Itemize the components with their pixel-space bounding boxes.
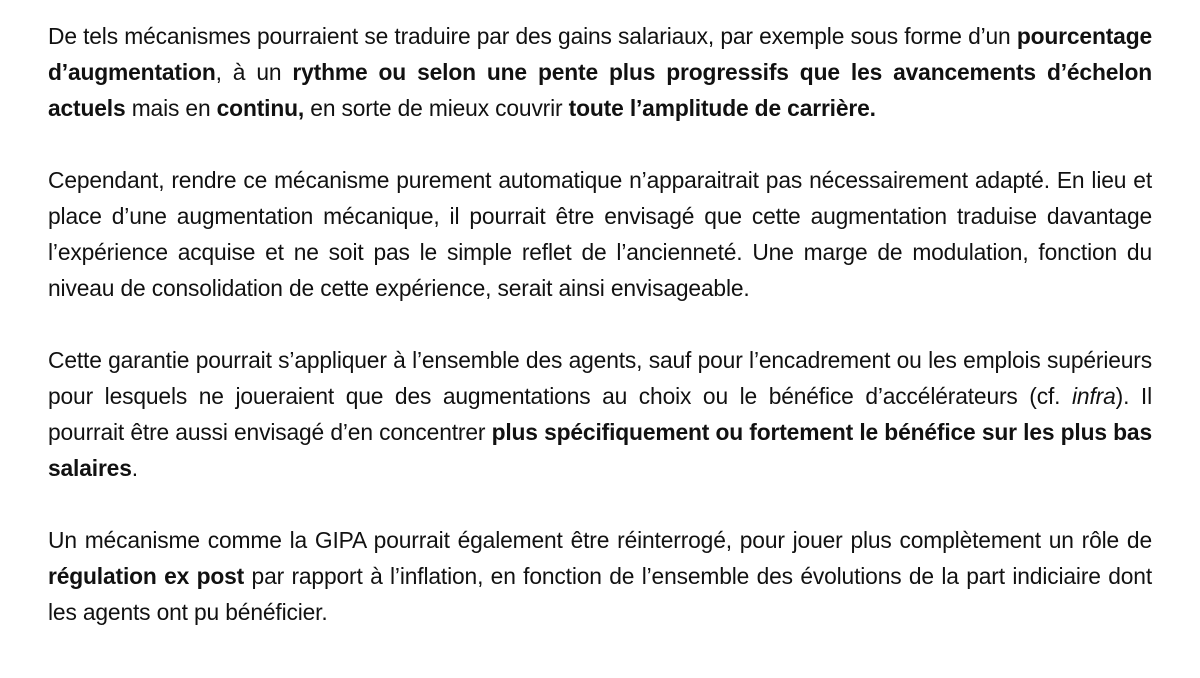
paragraph-gipa xyxy=(48,522,1152,630)
bold-text-run: pourcentage d’augmentation xyxy=(48,23,1152,85)
text-run: , à un xyxy=(215,59,293,85)
bold-text-run: toute l’amplitude de carrière. xyxy=(568,95,876,121)
italic-text-run: infra xyxy=(1072,383,1116,409)
text-run: par rapport à l’inflation, en fonction de l’ensemble des évolutions de la part indiciaire dont les agents ont pu bénéficier. xyxy=(48,563,1153,625)
bold-text-run: régulation ex post xyxy=(48,563,245,589)
bold-text-run: rythme ou selon une pente plus progressifs que les avancements d’échelon actuels xyxy=(48,59,1152,121)
text-run: mais en xyxy=(125,95,217,121)
text-run: Cette garantie pourrait s’appliquer à l’ensemble des agents, sauf pour l’encadrement ou les emplois supérieurs pour lesquels ne joueraient que des augmentations au choix ou le bénéfice d’accélérateurs (cf. xyxy=(48,347,1152,409)
paragraph-salary-mechanisms xyxy=(48,18,1152,126)
document-body xyxy=(48,18,1152,630)
text-run: Cependant, rendre ce mécanisme purement automatique n’apparaitrait pas nécessairement adapté. En lieu et place d’une augmentation mécanique, il pourrait être envisagé que cette augmentation traduise davantage l’expérience acquise et ne soit pas le simple reflet de l’ancienneté. Une marge de modulation, fonction du niveau de consolidation de cette expérience, serait ainsi envisageable. xyxy=(48,167,1152,301)
bold-text-run: continu, xyxy=(216,95,305,121)
text-run: ). Il pourrait être aussi envisagé d’en concentrer xyxy=(48,383,1152,445)
paragraph-modulation xyxy=(48,162,1152,306)
text-run: Un mécanisme comme la GIPA pourrait également être réinterrogé, pour jouer plus complètement un rôle de xyxy=(48,527,1152,553)
paragraph-guarantee-scope xyxy=(48,342,1152,486)
text-run: De tels mécanismes pourraient se traduire par des gains salariaux, par exemple sous forme d’un xyxy=(48,23,1017,49)
text-run: . xyxy=(131,455,138,481)
text-run: en sorte de mieux couvrir xyxy=(304,95,569,121)
bold-text-run: plus spécifiquement ou fortement le bénéfice sur les plus bas salaires xyxy=(48,419,1152,481)
